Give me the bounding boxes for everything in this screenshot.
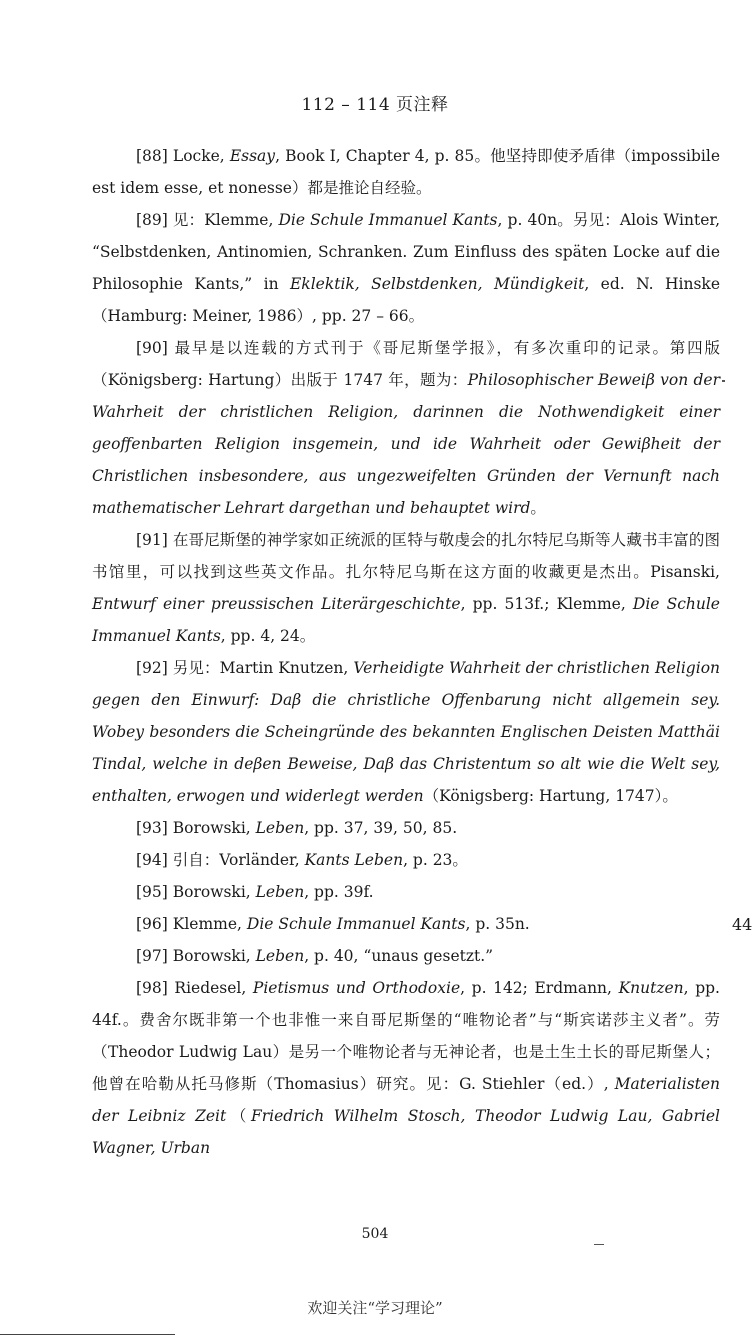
footnote-text: , pp. 37, 39, 50, 85. [304, 819, 458, 837]
footnote-title: Leben [255, 947, 305, 965]
footnote-title: Leben [255, 819, 305, 837]
footnote-title: Die Schule Immanuel Kants [278, 211, 498, 229]
footnote-97 [92, 940, 720, 972]
footnote-title: Friedrich Wilhelm Stosch, Theodor Ludwig Lau, Gabriel Wagner, Urban [92, 1107, 720, 1157]
footnote-text: , pp. 44f.。费舍尔既非第一个也非惟一来自哥尼斯堡的“唯物论者”与“斯宾诺莎主义者”。劳（Theodor Ludwig Lau）是另一个唯物论者与无神论者，也是土生土长的哥尼斯堡人；他曾在哈勒从托马修斯（Thomasius）研究。见：G. Stiehler（ed.）, [92, 979, 720, 1093]
footnote-title: Verheidigte Wahrheit der christlichen Religion gegen den Einwurf: Daβ die christliche Offenbarung nicht allgemein sey. Wobey besonders die Scheingründe des bekannten Englischen Deisten Matthäi Tindal, welche in deβen Beweise, Daβ das Christentum so alt wie die Welt sey, enthalten, erwogen und widerlegt werden [92, 659, 721, 805]
footnote-95 [92, 876, 720, 908]
running-title: 112 – 114 页注释 [301, 95, 449, 115]
scan-speck [594, 1244, 604, 1245]
page-number: 504 [361, 1226, 389, 1242]
footnote-title: Entwurf einer preussischen Literärgeschichte [92, 595, 461, 613]
footnote-title: Essay [229, 147, 276, 165]
footnote-text: , p. 23。 [403, 851, 468, 869]
footnote-title: Pietismus und Orthodoxie [252, 979, 461, 997]
footnote-text: , pp. 39f. [304, 883, 374, 901]
footnote-text: [98] Riedesel, [136, 979, 253, 997]
margin-mark: 44 [732, 915, 752, 934]
footnote-text: , ed. N. Hinske（Hamburg: Meiner, 1986）, pp. 27 – 66。 [92, 275, 720, 325]
footnote-title: Knutzen [618, 979, 684, 997]
footnote-title: Die Schule Immanuel Kants [246, 915, 466, 933]
footnote-text: , Book I, Chapter 4, p. 85。他坚持即使矛盾律（impossibile est idem esse, et nonesse）都是推论自经验。 [92, 147, 720, 197]
footnote-title: Philosophischer Beweiβ von der Wahrheit der christlichen Religion, darinnen die Nothwendigkeit einer geoffenbarten Religion insgemein, und ide Wahrheit oder Gewiβheit der Christlichen insbesondere, aus ungezweifelten Gründen der Vernunft nach mathematischer Lehrart dargethan und behauptet wird [92, 371, 720, 517]
footnote-text: , p. 40n。另见：Alois Winter, “Selbstdenken, Antinomien, Schranken. Zum Einfluss des späten Locke auf die Philosophie Kants,” in [92, 211, 720, 293]
footnote-text: （Königsberg: Hartung, 1747）。 [423, 787, 678, 805]
footnote-text: 。 [530, 499, 546, 517]
footnote-title: Materialisten der Leibniz Zeit [92, 1075, 720, 1125]
footnote-92 [92, 652, 720, 812]
footnote-text: （ [226, 1107, 251, 1125]
footnote-title: Die Schule Immanuel Kants [92, 595, 720, 645]
scan-speck [722, 380, 725, 382]
footnote-text: , p. 40, “unaus gesetzt.” [304, 947, 494, 965]
footnote-text: [91] 在哥尼斯堡的神学家如正统派的匡特与敬虔会的扎尔特尼乌斯等人藏书丰富的图书馆里，可以找到这些英文作品。扎尔特尼乌斯在这方面的收藏更是杰出。Pisanski, [92, 531, 720, 581]
footnote-96 [92, 908, 720, 940]
footnote-94 [92, 844, 720, 876]
footnote-88 [92, 140, 720, 204]
footnote-90 [92, 332, 720, 524]
footnote-text: , p. 35n. [465, 915, 530, 933]
footnote-text: [96] Klemme, [136, 915, 247, 933]
footnote-title: Eklektik, Selbstdenken, Mündigkeit [289, 275, 585, 293]
footnote-text: [93] Borowski, [136, 819, 256, 837]
footnote-93 [92, 812, 720, 844]
footnote-98 [92, 972, 720, 1164]
footnotes-list [92, 140, 720, 1164]
bottom-rule [0, 1334, 175, 1335]
footnote-text: [94] 引自：Vorländer, [136, 851, 305, 869]
footnote-91 [92, 524, 720, 652]
footnote-text: , pp. 513f.; Klemme, [460, 595, 633, 613]
footnote-text: , pp. 4, 24。 [220, 627, 316, 645]
footnote-text: [97] Borowski, [136, 947, 256, 965]
footer-text: 欢迎关注“学习理论” [307, 1299, 443, 1317]
footnote-text: , p. 142; Erdmann, [460, 979, 619, 997]
footnote-title: Leben [255, 883, 305, 901]
footnote-text: [95] Borowski, [136, 883, 256, 901]
footnote-89 [92, 204, 720, 332]
footnote-text: [88] Locke, [136, 147, 230, 165]
footnote-text: [92] 另见：Martin Knutzen, [136, 659, 354, 677]
footnote-title: Kants Leben [304, 851, 404, 869]
footnote-text: [89] 见：Klemme, [136, 211, 279, 229]
footnote-text: [90] 最早是以连载的方式刊于《哥尼斯堡学报》，有多次重印的记录。第四版（Königsberg: Hartung）出版于 1747 年，题为： [92, 339, 720, 389]
